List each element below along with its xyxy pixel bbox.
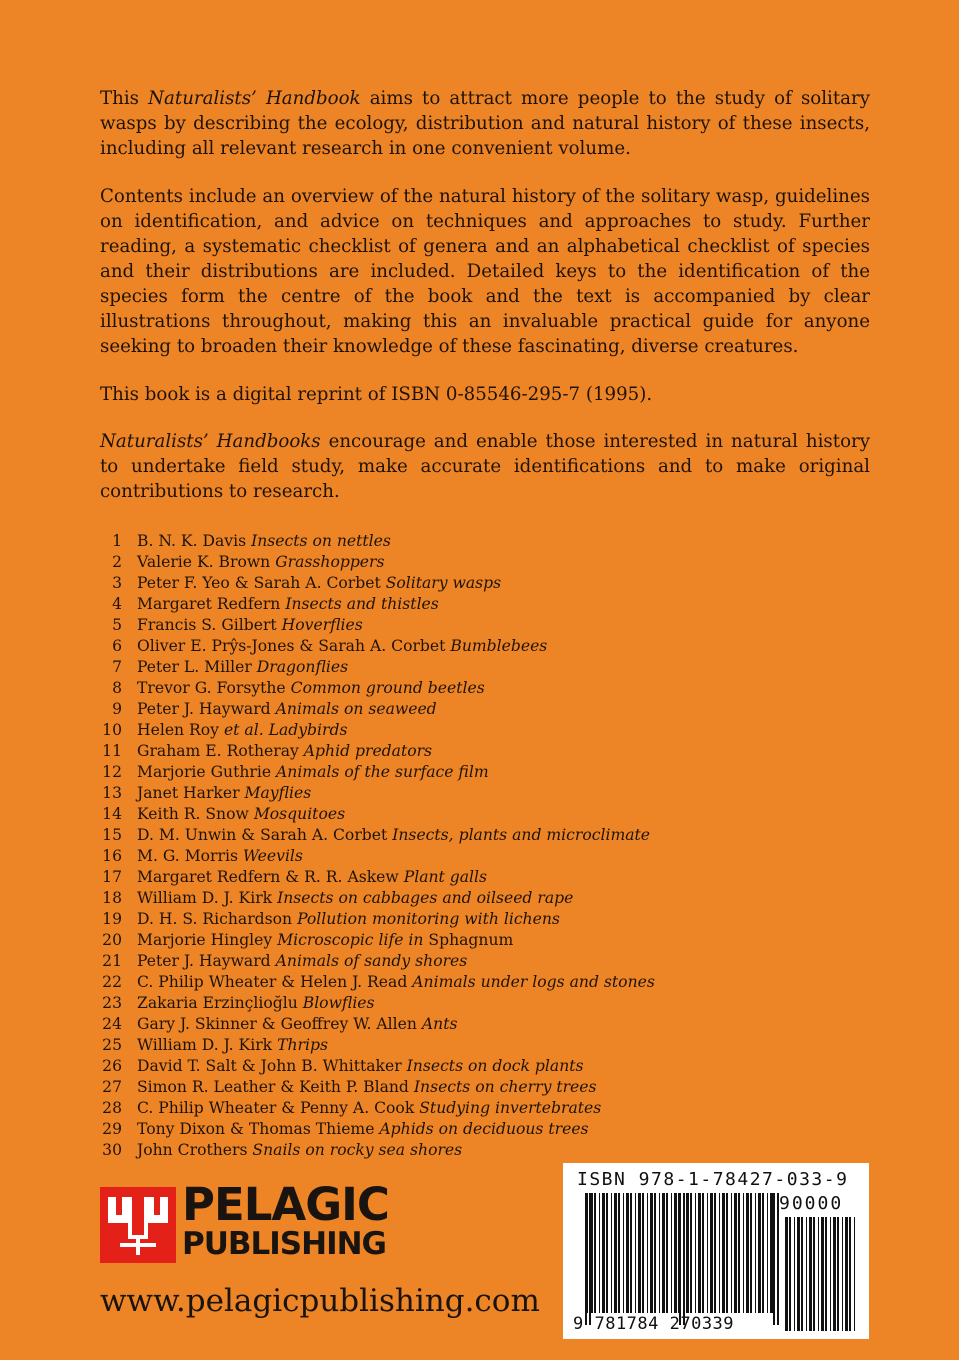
handbook-title: Naturalists’ Handbook <box>148 88 361 109</box>
series-entry <box>137 1077 597 1098</box>
barcode-bar <box>743 1193 744 1313</box>
barcode-bar <box>801 1217 803 1331</box>
series-book-title: Weevils <box>242 847 303 865</box>
series-author: Oliver E. Prŷs-Jones & Sarah A. Corbet <box>137 637 446 655</box>
series-author: Marjorie Hingley <box>137 931 273 949</box>
series-book-title: Aphids on deciduous trees <box>379 1120 589 1138</box>
series-item <box>100 531 700 552</box>
series-entry <box>137 657 348 678</box>
series-item <box>100 888 700 909</box>
series-book-title: Studying invertebrates <box>419 1099 602 1117</box>
series-item <box>100 636 700 657</box>
series-number: 12 <box>102 763 122 781</box>
barcode-bar <box>825 1217 827 1331</box>
series-number: 24 <box>102 1015 122 1033</box>
barcode-bar <box>671 1193 672 1313</box>
series-number: 16 <box>102 847 122 865</box>
series-number: 17 <box>102 868 122 886</box>
series-entry <box>137 1119 589 1140</box>
series-book-title: Bumblebees <box>450 637 548 655</box>
barcode-bar <box>794 1217 795 1331</box>
series-book-title: Animals on seaweed <box>275 700 437 718</box>
series-item <box>100 1056 700 1077</box>
isbn-label: ISBN 978-1-78427-033-9 <box>577 1169 849 1190</box>
barcode-bar <box>659 1193 660 1313</box>
intro-paragraph: This Naturalists’ Handbook aims to attract more people to the study of solitary wasps by describing the ecology, distribution and natural history of these insects, including all relevant research in one convenient volume. <box>100 88 870 159</box>
series-author: C. Philip Wheater & Penny A. Cook <box>137 1099 415 1117</box>
publisher-website[interactable]: www.pelagicpublishing.com <box>100 1283 540 1319</box>
series-book-title: Solitary wasps <box>385 574 502 592</box>
series-entry <box>137 615 363 636</box>
barcode-panel <box>563 1163 869 1339</box>
series-entry <box>137 930 513 951</box>
series-item <box>100 678 700 699</box>
barcode-bar <box>587 1193 588 1313</box>
barcode-bar <box>785 1217 788 1331</box>
series-item <box>100 762 700 783</box>
series-entry <box>137 573 501 594</box>
series-list <box>100 531 700 1161</box>
series-item <box>100 783 700 804</box>
series-item <box>100 1098 700 1119</box>
barcode-bar <box>686 1193 689 1313</box>
series-title-suffix: Sphagnum <box>423 931 514 949</box>
series-item <box>100 825 700 846</box>
series-book-title: Insects, plants and microclimate <box>392 826 651 844</box>
barcode-bar <box>719 1193 720 1313</box>
barcode-bar <box>594 1193 596 1313</box>
series-item <box>100 867 700 888</box>
series-entry <box>137 741 432 762</box>
barcode-bar <box>650 1193 653 1313</box>
series-item <box>100 1077 700 1098</box>
barcode-bar <box>789 1217 791 1331</box>
series-entry <box>137 699 437 720</box>
series-book-title: Dragonflies <box>256 658 349 676</box>
series-author: M. G. Morris <box>137 847 238 865</box>
barcode-bar <box>606 1193 608 1313</box>
series-author: Trevor G. Forsythe <box>137 679 286 697</box>
series-item <box>100 972 700 993</box>
series-book-title: Insects and thistles <box>285 595 439 613</box>
series-item <box>100 594 700 615</box>
barcode-bar <box>626 1193 629 1313</box>
series-author: Gary J. Skinner & Geoffrey W. Allen <box>137 1015 417 1033</box>
series-author: Margaret Redfern & R. R. Askew <box>137 868 399 886</box>
barcode-bar <box>710 1193 713 1313</box>
series-book-title: Animals of sandy shores <box>275 952 468 970</box>
barcode-bar <box>695 1193 696 1313</box>
series-item <box>100 804 700 825</box>
series-entry <box>137 846 303 867</box>
series-book-title: Animals under logs and stones <box>412 973 655 991</box>
series-book-title: Common ground beetles <box>290 679 485 697</box>
barcode-bar <box>806 1217 807 1331</box>
barcode-bar <box>758 1193 761 1313</box>
series-book-title: Insects on cabbages and oilseed rape <box>277 889 574 907</box>
series-item <box>100 657 700 678</box>
publisher-logo <box>100 1178 400 1265</box>
series-author: Peter J. Hayward <box>137 700 271 718</box>
series-number: 6 <box>112 637 122 655</box>
series-entry <box>137 783 311 804</box>
publisher-line1: PELAGIC <box>182 1178 389 1231</box>
barcode-bar <box>599 1193 600 1313</box>
barcode-bar <box>707 1193 708 1313</box>
series-author: Helen Roy <box>137 721 219 739</box>
series-number: 8 <box>112 679 122 697</box>
series-book-title: Insects on cherry trees <box>413 1078 597 1096</box>
barcode-guard-bar <box>773 1193 775 1325</box>
series-entry <box>137 867 487 888</box>
series-book-title: Hoverflies <box>281 616 363 634</box>
series-entry <box>137 951 467 972</box>
series-entry <box>137 804 345 825</box>
series-entry <box>137 594 439 615</box>
series-number: 11 <box>102 742 122 760</box>
series-entry <box>137 1035 328 1056</box>
series-item <box>100 1035 700 1056</box>
series-number: 7 <box>112 658 122 676</box>
barcode-bar <box>618 1193 620 1313</box>
series-number: 19 <box>102 910 122 928</box>
barcode-bar <box>746 1193 749 1313</box>
series-book-title: Blowflies <box>302 994 375 1012</box>
series-author: David T. Salt & John B. Whittaker <box>137 1057 402 1075</box>
series-number: 2 <box>112 553 122 571</box>
series-book-title: Animals of the surface film <box>276 763 489 781</box>
barcode-bar <box>614 1193 617 1313</box>
barcode-bar <box>623 1193 624 1313</box>
series-item <box>100 699 700 720</box>
series-item <box>100 741 700 762</box>
series-item <box>100 720 700 741</box>
barcode-bar <box>630 1193 632 1313</box>
series-book-title: Ants <box>421 1015 458 1033</box>
series-number: 5 <box>112 616 122 634</box>
barcode-bar <box>731 1193 732 1313</box>
series-paragraph: Naturalists’ Handbooks encourage and enable those interested in natural history to undertake field study, make accurate identifications and to make original contributions to research. <box>100 431 870 502</box>
barcode-bar <box>726 1193 728 1313</box>
barcode-bar <box>767 1193 768 1313</box>
series-entry <box>137 993 375 1014</box>
series-author: Margaret Redfern <box>137 595 281 613</box>
barcode-guard-bar <box>679 1193 681 1325</box>
series-item <box>100 846 700 867</box>
series-author: William D. J. Kirk <box>137 889 273 907</box>
series-number: 28 <box>102 1099 122 1117</box>
series-title: Naturalists’ Handbooks <box>100 431 321 452</box>
series-author: Keith R. Snow <box>137 805 249 823</box>
series-item <box>100 951 700 972</box>
barcode-bar <box>666 1193 668 1313</box>
barcode-bar <box>842 1217 843 1331</box>
series-number: 3 <box>112 574 122 592</box>
series-book-title: Insects on dock plants <box>406 1057 584 1075</box>
barcode-bar <box>738 1193 740 1313</box>
series-number: 29 <box>102 1120 122 1138</box>
series-author: Peter F. Yeo & Sarah A. Corbet <box>137 574 381 592</box>
series-author: C. Philip Wheater & Helen J. Read <box>137 973 408 991</box>
barcode-bar <box>854 1217 855 1331</box>
barcode-bar <box>638 1193 641 1313</box>
reprint-note: This book is a digital reprint of ISBN 0-85546-295-7 (1995). <box>100 384 653 405</box>
series-author: B. N. K. Davis <box>137 532 247 550</box>
barcode-bar <box>698 1193 701 1313</box>
series-entry <box>137 1014 457 1035</box>
back-cover-text <box>100 86 870 527</box>
barcode-bar <box>702 1193 704 1313</box>
series-book-title: Snails on rocky sea shores <box>252 1141 463 1159</box>
barcode-bar <box>714 1193 716 1313</box>
series-author: Marjorie Guthrie <box>137 763 272 781</box>
barcode-bar <box>647 1193 648 1313</box>
series-entry <box>137 1056 584 1077</box>
barcode-bar <box>762 1193 764 1313</box>
barcode-bar <box>690 1193 692 1313</box>
series-number: 10 <box>102 721 122 739</box>
series-book-title: Plant galls <box>403 868 488 886</box>
series-book-title: Microscopic life in <box>277 931 424 949</box>
barcode-bar <box>833 1217 836 1331</box>
series-number: 23 <box>102 994 122 1012</box>
series-number: 18 <box>102 889 122 907</box>
series-item <box>100 993 700 1014</box>
series-entry <box>137 825 650 846</box>
series-item <box>100 1014 700 1035</box>
series-book-title: Mayflies <box>244 784 312 802</box>
barcode-bar <box>809 1217 812 1331</box>
series-item <box>100 930 700 951</box>
barcode-guard-bar <box>589 1193 591 1325</box>
barcode-bar <box>849 1217 851 1331</box>
barcode-bar <box>662 1193 665 1313</box>
series-author: Valerie K. Brown <box>137 553 271 571</box>
series-number: 15 <box>102 826 122 844</box>
series-entry <box>137 1098 601 1119</box>
series-author: Zakaria Erzinçlioğlu <box>137 994 298 1012</box>
barcode-bar <box>837 1217 839 1331</box>
barcode-bar <box>654 1193 656 1313</box>
series-number: 21 <box>102 952 122 970</box>
series-book-title: Thrips <box>277 1036 328 1054</box>
series-author: Simon R. Leather & Keith P. Bland <box>137 1078 409 1096</box>
series-book-title: Aphid predators <box>303 742 433 760</box>
series-number: 30 <box>102 1141 122 1159</box>
series-entry <box>137 972 655 993</box>
series-number: 13 <box>102 784 122 802</box>
barcode-bar <box>813 1217 815 1331</box>
series-number: 26 <box>102 1057 122 1075</box>
series-number: 25 <box>102 1036 122 1054</box>
barcode-bar <box>755 1193 756 1313</box>
barcode-bar <box>602 1193 605 1313</box>
series-number: 1 <box>112 532 122 550</box>
series-book-title: Grasshoppers <box>275 553 385 571</box>
series-item <box>100 1140 700 1161</box>
series-entry <box>137 531 391 552</box>
barcode-bar <box>770 1193 773 1313</box>
barcode-bar <box>734 1193 737 1313</box>
series-number: 9 <box>112 700 122 718</box>
series-book-title: Pollution monitoring with lichens <box>297 910 560 928</box>
series-book-title: Insects on nettles <box>251 532 391 550</box>
series-item <box>100 909 700 930</box>
barcode-bar <box>821 1217 824 1331</box>
barcode-bar <box>674 1193 677 1313</box>
series-number: 14 <box>102 805 122 823</box>
series-number: 4 <box>112 595 122 613</box>
series-number: 20 <box>102 931 122 949</box>
series-number: 22 <box>102 973 122 991</box>
series-book-title: et al. Ladybirds <box>223 721 348 739</box>
barcode-bar <box>818 1217 819 1331</box>
series-entry <box>137 720 347 741</box>
series-entry <box>137 636 547 657</box>
series-author: Peter L. Miller <box>137 658 252 676</box>
barcode-bar <box>750 1193 752 1313</box>
series-entry <box>137 552 385 573</box>
series-item <box>100 573 700 594</box>
series-item <box>100 1119 700 1140</box>
price-code: 90000 <box>779 1193 844 1214</box>
series-entry <box>137 762 489 783</box>
pelagic-logo-icon <box>100 1187 176 1263</box>
publisher-name <box>182 1178 389 1262</box>
barcode-bar <box>642 1193 644 1313</box>
series-author: William D. J. Kirk <box>137 1036 273 1054</box>
series-entry <box>137 888 573 909</box>
barcode-bar <box>845 1217 848 1331</box>
series-author: John Crothers <box>137 1141 248 1159</box>
contents-paragraph: Contents include an overview of the natural history of the solitary wasp, guidelines on identification, and advice on techniques and approaches to study. Further reading, a systematic checklist of genera and an alphabetical checklist of species and their distributions are included. Detailed keys to the identification of the species form the centre of the book and the text is accompanied by clear illustrations throughout, making this an invaluable practical guide for anyone seeking to broaden their knowledge of these fascinating, diverse creatures. <box>100 186 870 357</box>
series-author: D. M. Unwin & Sarah A. Corbet <box>137 826 388 844</box>
barcode-bar <box>797 1217 800 1331</box>
barcode-bar <box>830 1217 831 1331</box>
barcode-bar <box>611 1193 612 1313</box>
series-entry <box>137 1140 462 1161</box>
series-author: Tony Dixon & Thomas Thieme <box>137 1120 375 1138</box>
series-author: Janet Harker <box>137 784 240 802</box>
series-entry <box>137 678 485 699</box>
series-author: D. H. S. Richardson <box>137 910 293 928</box>
barcode-bar <box>635 1193 636 1313</box>
series-author: Francis S. Gilbert <box>137 616 277 634</box>
series-number: 27 <box>102 1078 122 1096</box>
series-author: Graham E. Rotheray <box>137 742 299 760</box>
ean-number: 9 781784 270339 <box>573 1314 735 1334</box>
series-author: Peter J. Hayward <box>137 952 271 970</box>
series-item <box>100 552 700 573</box>
series-entry <box>137 909 560 930</box>
series-book-title: Mosquitoes <box>253 805 346 823</box>
barcode-bar <box>722 1193 725 1313</box>
barcode-guard-bar <box>683 1193 685 1325</box>
barcode-guard-bar <box>585 1193 587 1325</box>
publisher-line2: PUBLISHING <box>182 1226 387 1262</box>
series-item <box>100 615 700 636</box>
